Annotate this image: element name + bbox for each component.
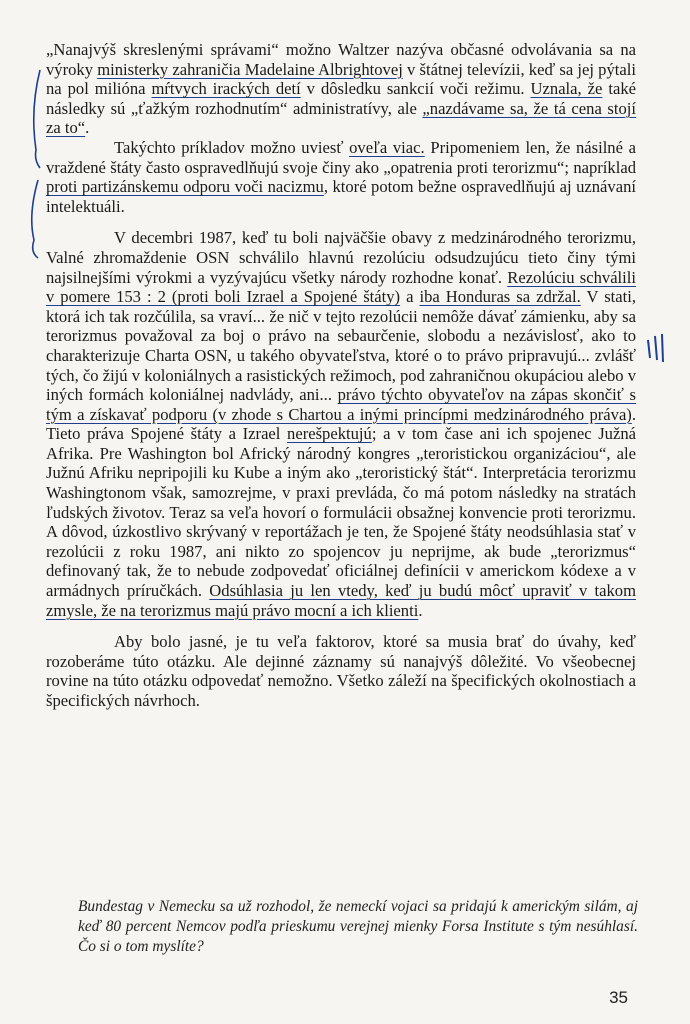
margin-bracket-left-2 bbox=[32, 180, 38, 258]
text-run: ; a v tom čase ani ich spojenec Južná Afrika. Pre Washington bol Africký národný kongres „teroristickou organizáciou“, ale Južnú Afriku nepripojili ku Kube a iným ako „teroristický štát“. Interpretácia terorizmu Washingtonom však, samozrejme, v praxi prevláda, čo má potom následky na stratách ľudských životov. Teraz sa veľa hovorí o formulácii obsažnej konvencie proti terorizmu. A dôvod, úzkostlivo skrývaný v reportážach je ten, že Spojené štáty neodsúhlasia stať v rezolúcii z roku 1987, ani nikto zo spojencov ju neprijme, ak bude „terorizmus“ definovaný tak, že to nebude zodpovedať oficiálnej definícii v americkom kódexe a v armádnych príručkách. bbox=[46, 424, 636, 601]
text-run: V stati, ktorá ich tak rozčúlila, sa vraví... že nič v tejto rezolúcii nemôže dávať zámienku, aby sa terorizmus považoval za boj o právo na sebaurčenie, slobodu a nezávislosť, ako to charakterizuje Charta OSN, u takého obyvateľstva, ktoré o to právo pripravujú... zvlášť tých, čo žijú v koloniálnych a rasistických režimoch, pod zahraničnou okupáciou alebo v iných formách koloniálnej nadvlády, ani... bbox=[46, 287, 637, 405]
underlined-phrase: ministerky zahraničia Madelaine Albrightovej bbox=[97, 59, 403, 79]
underlined-phrase: Rezolúciu schválili v pomere 153 : 2 (proti boli Izrael a Spojené štáty) bbox=[46, 267, 636, 307]
margin-bracket-left-1 bbox=[34, 70, 40, 168]
text-run: V decembri 1987, keď tu boli najväčšie obavy z medzinárodného terorizmu, Valné zhromaždenie OSN schválilo hlavnú rezolúciu odsudzujúcu tieto činy tými najsilnejšími výrokmi a vyzývajúcu všetky národy rozhodne konať. bbox=[46, 228, 636, 287]
text-run: Aby bolo jasné, je tu veľa faktorov, ktoré sa musia brať do úvahy, keď rozoberáme túto otázku. Ale dejinné záznamy sú nanajvýš dôležité. Vo všeobecnej rovine na túto otázku odpovedať nemožno. Všetko záleží na špecifických okolnostiach a špecifických návrhoch. bbox=[46, 632, 636, 710]
text-run: Takýchto príkladov možno uviesť bbox=[114, 137, 350, 157]
paragraph-1 bbox=[46, 40, 636, 138]
text-run: a bbox=[400, 287, 420, 307]
text-run: . bbox=[85, 118, 90, 138]
italic-question-note: Bundestag v Nemecku sa už rozhodol, že nemeckí vojaci sa pridajú k americkým silám, aj keď 80 percent Nemcov podľa prieskumu verejnej mienky Forsa Institute s tým nesúhlasí. Čo si o tom myslíte? bbox=[78, 898, 638, 955]
text-run: Pripomeniem len, že násilné a vraždené štáty často ospravedlňujú svoje činy ako „opatrenia proti terorizmu“; napríklad bbox=[46, 137, 637, 177]
underlined-phrase: proti partizánskemu odporu voči nacizmu bbox=[46, 177, 324, 197]
underlined-phrase: iba Honduras sa zdržal. bbox=[419, 287, 581, 307]
margin-tick-right bbox=[648, 334, 663, 362]
underlined-phrase: právo týchto obyvateľov na zápas skončiť s tým a získavať podporu (v zhode s Chartou a inými princípmi medzinárodného práva) bbox=[46, 385, 636, 424]
body-text bbox=[46, 40, 636, 711]
underlined-phrase: oveľa viac. bbox=[349, 137, 425, 157]
text-run: , ktoré potom bežne ospravedlňujú aj uznávaní intelektuáli. bbox=[46, 177, 636, 216]
paragraph-2 bbox=[46, 138, 636, 216]
underlined-phrase: „nazdávame sa, že tá cena stojí za to“ bbox=[46, 98, 636, 138]
underlined-phrase: Odsúhlasia ju len vtedy, keď ju budú môcť upraviť v takom zmysle, že na terorizmus majú právo mocní a ich klienti bbox=[46, 581, 636, 620]
text-run: . bbox=[418, 600, 423, 620]
underlined-phrase: Uznala, že bbox=[530, 79, 603, 99]
paragraph-3 bbox=[46, 228, 636, 620]
underlined-phrase: mŕtvych irackých detí bbox=[151, 79, 301, 99]
text-run: také následky sú „ťažkým rozhodnutím“ administratívy, ale bbox=[46, 79, 636, 118]
paragraph-4 bbox=[46, 632, 636, 710]
text-run: v štátnej televízii, keď sa jej pýtali na pol milióna bbox=[46, 59, 636, 99]
text-run: v dôsledku sankcií voči režimu. bbox=[300, 79, 531, 99]
page-number: 35 bbox=[609, 988, 628, 1007]
text-run: . Tieto práva Spojené štáty a Izrael bbox=[46, 404, 636, 444]
text-run: „Nanajvýš skreslenými správami“ možno Waltzer nazýva občasné odvolávania sa na výroky bbox=[46, 40, 636, 79]
underlined-phrase: nerešpektujú bbox=[287, 424, 372, 444]
